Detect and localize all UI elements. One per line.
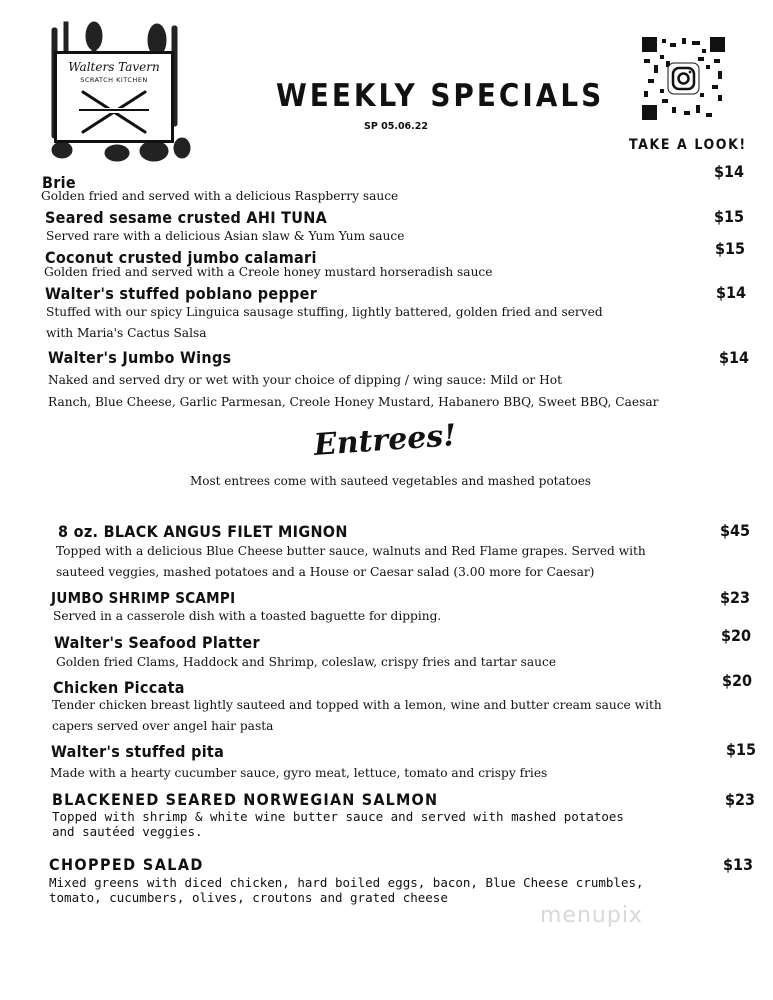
special-name: Walter's stuffed poblano pepper — [45, 284, 318, 303]
entree-price: $20 — [721, 626, 752, 645]
logo-badge — [54, 51, 174, 143]
entree-desc: and sautéed veggies. — [52, 824, 203, 839]
entree-desc: capers served over angel hair pasta — [52, 719, 274, 733]
special-price: $14 — [716, 283, 747, 302]
entrees-subtitle: Most entrees come with sauteed vegetables and mashed potatoes — [190, 474, 591, 488]
special-name: Walter's Jumbo Wings — [48, 348, 232, 367]
entree-desc: Tender chicken breast lightly sauteed and topped with a lemon, wine and butter cream sauce with — [52, 698, 662, 712]
entree-price: $23 — [720, 588, 751, 607]
special-desc: Naked and served dry or wet with your choice of dipping / wing sauce: Mild or Hot — [48, 373, 562, 387]
logo — [42, 18, 194, 166]
special-name: Coconut crusted jumbo calamari — [45, 248, 317, 267]
entree-name: CHOPPED SALAD — [49, 855, 204, 874]
entree-name: Walter's Seafood Platter — [54, 633, 260, 652]
entree-desc: tomato, cucumbers, olives, croutons and grated cheese — [49, 890, 448, 905]
entree-price: $15 — [726, 740, 757, 759]
special-desc: Golden fried and served with a delicious Raspberry sauce — [41, 189, 399, 203]
entree-price: $13 — [723, 855, 754, 874]
logo-tagline: SCRATCH KITCHEN — [80, 76, 148, 84]
specials-code: SP 05.06.22 — [364, 121, 428, 132]
page-title: WEEKLY SPECIALS — [276, 78, 605, 114]
special-name: Seared sesame crusted AHI TUNA — [45, 208, 328, 227]
entree-desc: Served in a casserole dish with a toasted baguette for dipping. — [53, 609, 442, 623]
special-desc: with Maria's Cactus Salsa — [46, 326, 207, 340]
special-desc: Ranch, Blue Cheese, Garlic Parmesan, Creole Honey Mustard, Habanero BBQ, Sweet BBQ, Caesar — [48, 395, 659, 409]
entree-desc: Topped with a delicious Blue Cheese butter sauce, walnuts and Red Flame grapes. Served with — [56, 544, 646, 558]
special-price: $14 — [714, 162, 745, 181]
entree-price: $20 — [722, 671, 753, 690]
entree-name: JUMBO SHRIMP SCAMPI — [51, 589, 236, 607]
entree-desc: sauteed veggies, mashed potatoes and a House or Caesar salad (3.00 more for Caesar) — [56, 565, 595, 579]
entree-desc: Made with a hearty cucumber sauce, gyro meat, lettuce, tomato and crispy fries — [50, 766, 548, 780]
special-desc: Stuffed with our spicy Linguica sausage stuffing, lightly battered, golden fried and served — [46, 305, 603, 319]
watermark: menupix — [540, 903, 643, 928]
qr-code-icon — [640, 35, 727, 122]
special-desc: Served rare with a delicious Asian slaw & Yum Yum sauce — [46, 229, 405, 243]
entrees-heading: Entrees! — [312, 418, 458, 463]
entree-name: Chicken Piccata — [53, 678, 185, 697]
entree-price: $23 — [725, 790, 756, 809]
special-name: Brie — [42, 173, 76, 192]
entree-price: $45 — [720, 521, 751, 540]
special-price: $15 — [715, 239, 746, 258]
entree-name: BLACKENED SEARED NORWEGIAN SALMON — [52, 790, 439, 809]
special-desc: Golden fried and served with a Creole honey mustard horseradish sauce — [44, 265, 493, 279]
crossed-knives-icon — [77, 88, 151, 136]
entree-desc: Mixed greens with diced chicken, hard boiled eggs, bacon, Blue Cheese crumbles, — [49, 875, 644, 890]
entree-desc: Topped with shrimp & white wine butter sauce and served with mashed potatoes — [52, 809, 624, 824]
logo-name: Walters Tavern — [68, 60, 160, 74]
entree-name: Walter's stuffed pita — [51, 742, 225, 761]
special-price: $15 — [714, 207, 745, 226]
special-price: $14 — [719, 348, 750, 367]
take-a-look: TAKE A LOOK! — [629, 137, 747, 153]
entree-desc: Golden fried Clams, Haddock and Shrimp, coleslaw, crispy fries and tartar sauce — [56, 655, 557, 669]
entree-name: 8 oz. BLACK ANGUS FILET MIGNON — [58, 522, 348, 541]
qr-code[interactable] — [640, 35, 727, 122]
